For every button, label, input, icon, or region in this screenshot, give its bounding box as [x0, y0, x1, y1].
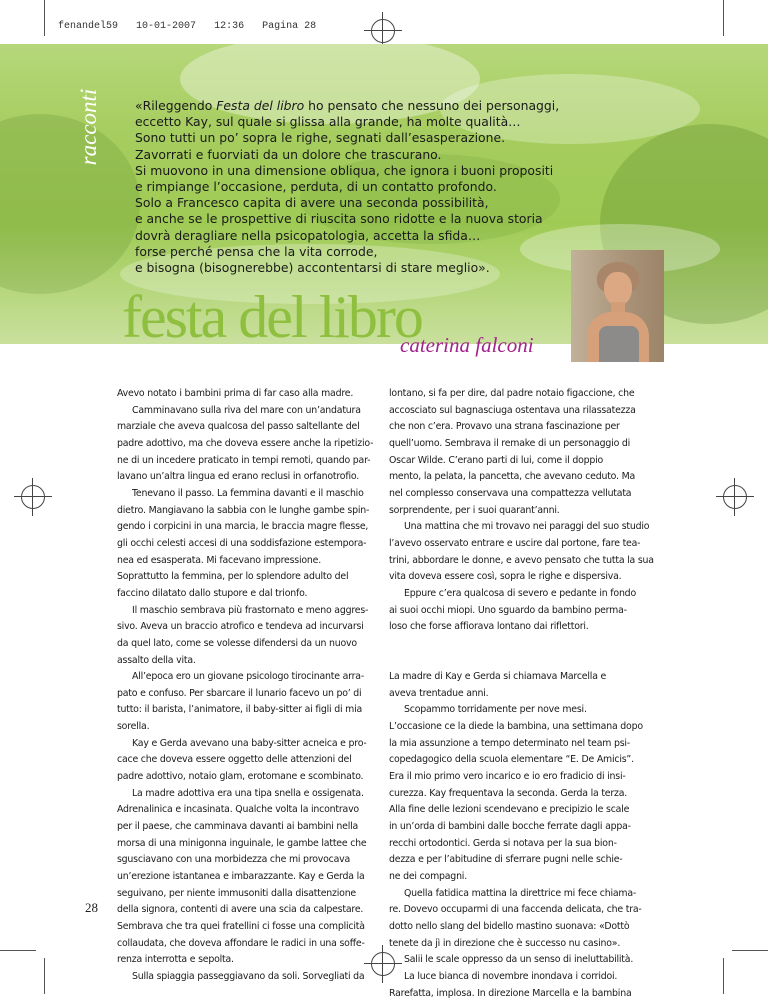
text-line: quell’uomo. Sembrava il remake di un personaggio di	[389, 437, 631, 449]
text-line: un’erezione istantanea e imbarazzante. Kay e Gerda la	[117, 871, 365, 883]
text-line: Sulla spiaggia passeggiavano da soli. Sorvegliati da	[132, 970, 365, 982]
text-line: morsa di una minigonna inguinale, le gambe lattee che	[117, 837, 367, 849]
text-line: cace che doveva essere oggetto delle attenzioni del	[117, 754, 352, 766]
text-line: della signora, contenti di avere una scia da calpestare.	[117, 904, 364, 916]
text-line: vita doveva essere così, sopra le righe e dispersiva.	[389, 571, 622, 583]
text-line: La madre adottiva era una tipa snella e ossigenata.	[132, 787, 364, 799]
text-line: mento, la pelata, la pancetta, che avevano ceduto. Ma	[389, 471, 636, 483]
quote-line: Si muovono in una dimensione obliqua, che ignora i buoni propositi	[135, 162, 554, 178]
text-line: l’avevo osservato entrare e uscire dal portone, fare tea-	[389, 537, 641, 549]
text-line: dezza e per l’abitudine di sferrare pugni nelle schie-	[389, 854, 623, 866]
text-line: sorprendente, per i suoi quarant’anni.	[389, 504, 560, 516]
slug-page: Pagina 28	[262, 21, 317, 32]
slug-time: 12:36	[214, 21, 245, 32]
text-line: Kay e Gerda avevano una baby-sitter acneica e pro-	[132, 737, 367, 749]
registration-mark-top	[371, 19, 395, 43]
text-column-left	[117, 386, 388, 986]
text-line: Sembrava che tra quei fratellini ci fosse una complicità	[117, 921, 365, 932]
text-line: renza interrotta e sepolta.	[117, 954, 234, 966]
story-title: festa del libro	[122, 284, 422, 350]
text-line: seguivano, per niente immusoniti dalla disattenzione	[117, 887, 356, 899]
text-line: Salii le scale oppresso da un senso di ineluttabilità.	[404, 954, 634, 966]
text-line: Eppure c’era qualcosa di severo e pedante in fondo	[404, 587, 636, 599]
text-line: da quel lato, come se volesse difendersi da un nuovo	[117, 637, 357, 649]
text-line: in un’orda di bambini dalle bocche ferrate dagli appa-	[389, 821, 631, 833]
text-line: recchi ortodontici. Gerda si notava per la sua bion-	[389, 837, 617, 849]
text-line: Soprattutto la femmina, per lo splendore adulto del	[117, 571, 349, 583]
text-column-right	[389, 386, 660, 1002]
quote-line: e bisogna (bisognerebbe) accontentarsi di stare meglio».	[135, 260, 490, 276]
quote-line: Sono tutti un po’ sopra le righe, segnati dall’esasperazione.	[135, 130, 506, 146]
quote-book-title: Festa del libro	[216, 98, 305, 113]
text-line: ne dei compagni.	[389, 871, 467, 882]
crop-mark	[44, 0, 45, 36]
crop-mark	[0, 950, 36, 951]
quote-line: e rimpiange l’occasione, perduta, di un contatto profondo.	[135, 179, 497, 195]
text-line: collaudata, che doveva affondare le radici in una soffe-	[117, 937, 365, 949]
text-line: Il maschio sembrava più frastornato e meno aggres-	[132, 604, 369, 616]
text-line: aveva trentadue anni.	[389, 687, 489, 699]
text-line: tutto: il barista, l’animatore, il baby-sitter ai figli di mia	[117, 704, 363, 716]
text-line: lontano, si fa per dire, dal padre notaio figaccione, che	[389, 388, 635, 399]
text-line: Scopammo torridamente per nove mesi.	[404, 704, 587, 716]
text-line: La madre di Kay e Gerda si chiamava Marcella e	[389, 671, 607, 683]
text-line: copedagogico della scuola elementare “E. De Amicis”.	[389, 754, 634, 766]
banner-shadow	[0, 114, 140, 294]
printer-slug	[58, 21, 316, 32]
text-line: tenete da jì in direzione che è successo nu casino».	[389, 937, 621, 949]
registration-mark-right	[723, 485, 747, 509]
text-line: accosciato sul bagnasciuga ostentava una rilassatezza	[389, 404, 636, 416]
section-tag: racconti	[76, 88, 101, 166]
text-line: All’epoca ero un giovane psicologo tirocinante arra-	[132, 671, 365, 683]
text-line: re. Dovevo occuparmi di una faccenda delicata, che tra-	[389, 904, 642, 916]
text-line: la mia assunzione a tempo determinato nel team psi-	[389, 737, 630, 749]
text-line	[389, 636, 660, 653]
slug-date: 10-01-2007	[136, 21, 197, 32]
crop-mark	[723, 958, 724, 994]
text-line: nea ed esasperata. Mi facevano impressione.	[117, 554, 322, 566]
text-line: sorella.	[117, 721, 150, 733]
text-line: gendo i corpicini in una marcia, le braccia magre flesse,	[117, 521, 369, 533]
quote-line: e anche se le prospettive di riuscita sono ridotte e la nuova storia	[135, 211, 543, 227]
text-line: Era il mio primo vero incarico e io ero fradicio di insi-	[389, 771, 626, 783]
text-line: Alla fine delle lezioni scendevano e precipizio le scale	[389, 804, 630, 816]
text-line: Camminavano sulla riva del mare con un’andatura	[132, 404, 361, 416]
registration-mark-left	[21, 485, 45, 509]
text-line: Una mattina che mi trovavo nei paraggi del suo studio	[404, 521, 650, 533]
intro-quote	[135, 98, 605, 276]
text-line: lavano un’altra lingua ed erano reclusi in orfanotrofio.	[117, 471, 360, 483]
text-line: trini, abbordare le donne, e avevo pensato che tutta la sua	[389, 554, 654, 566]
text-line: padre adottivo, ma che doveva essere anche la ripetizio-	[117, 437, 374, 449]
text-line: Quella fatidica mattina la direttrice mi fece chiama-	[404, 887, 637, 899]
text-line: ne di un incedere praticato in tempi remoti, quando par-	[117, 454, 371, 466]
text-line: sgusciavano con una morbidezza che mi provocava	[117, 854, 351, 866]
crop-mark	[732, 950, 768, 951]
text-line: curezza. Kay frequentava la seconda. Gerda la terza.	[389, 787, 628, 799]
quote-line: «Rileggendo Festa del libro ho pensato che nessuno dei personaggi,	[135, 98, 560, 113]
text-line: La luce bianca di novembre inondava i corridoi.	[404, 970, 618, 982]
quote-line: forse perché pensa che la vita corrode,	[135, 243, 378, 259]
text-line: Tenevano il passo. La femmina davanti e il maschio	[132, 487, 364, 499]
text-line: che non c’era. Provavo una strana fascinazione per	[389, 421, 620, 433]
text-line: ai suoi occhi miopi. Uno sguardo da bambino perma-	[389, 604, 627, 616]
quote-line: eccetto Kay, sul quale si glissa alla grande, ha molte qualità…	[135, 114, 521, 130]
author-photo	[571, 250, 664, 362]
text-line: nel complesso conservava una compattezza vellutata	[389, 487, 632, 499]
author-name: caterina falconi	[400, 333, 534, 357]
text-line: per il paese, che camminava davanti ai bambini nella	[117, 821, 359, 833]
crop-mark	[44, 958, 45, 994]
text-line: dietro. Mangiavano la sabbia con le lunghe gambe spin-	[117, 504, 370, 516]
text-line: marziale che aveva qualcosa del passo saltellante del	[117, 421, 360, 433]
text-line: Avevo notato i bambini prima di far caso alla madre.	[117, 388, 354, 399]
text-line: pato e confuso. Per sbarcare il lunario facevo un po’ di	[117, 687, 362, 699]
text-line: assalto della vita.	[117, 654, 196, 666]
crop-mark	[723, 0, 724, 36]
quote-line: Solo a Francesco capita di avere una seconda possibilità,	[135, 195, 489, 211]
text-line: Oscar Wilde. C’erano parti di lui, come il doppio	[389, 454, 604, 466]
quote-line: Zavorrati e fuorviati da un dolore che trascurano.	[135, 146, 442, 162]
text-line: faccino dilatato dallo stupore e dal trionfo.	[117, 587, 308, 599]
text-line: gli occhi celesti accesi di una soddisfazione estempora-	[117, 537, 367, 549]
text-line	[389, 652, 660, 669]
text-line: loso che forse affiorava lontano dai riflettori.	[389, 621, 589, 633]
text-line: sivo. Aveva un braccio atrofico e tendeva ad incurvarsi	[117, 621, 364, 633]
page-number: 28	[85, 900, 98, 915]
slug-file: fenandel59	[58, 21, 119, 32]
quote-line: dovrà deragliare nella psicopatologia, accetta la sfida…	[135, 227, 481, 243]
text-line: padre adottivo, notaio glam, erotomane e scombinato.	[117, 771, 364, 783]
text-line: L’occasione ce la diede la bambina, una settimana dopo	[389, 721, 643, 733]
text-line: Rarefatta, implosa. In direzione Marcella e la bambina	[389, 987, 632, 999]
text-line: Adrenalinica e incasinata. Qualche volta la incontravo	[117, 804, 359, 816]
text-line: dotto nello slang del bidello mastino suonava: «Dottò	[389, 920, 630, 932]
